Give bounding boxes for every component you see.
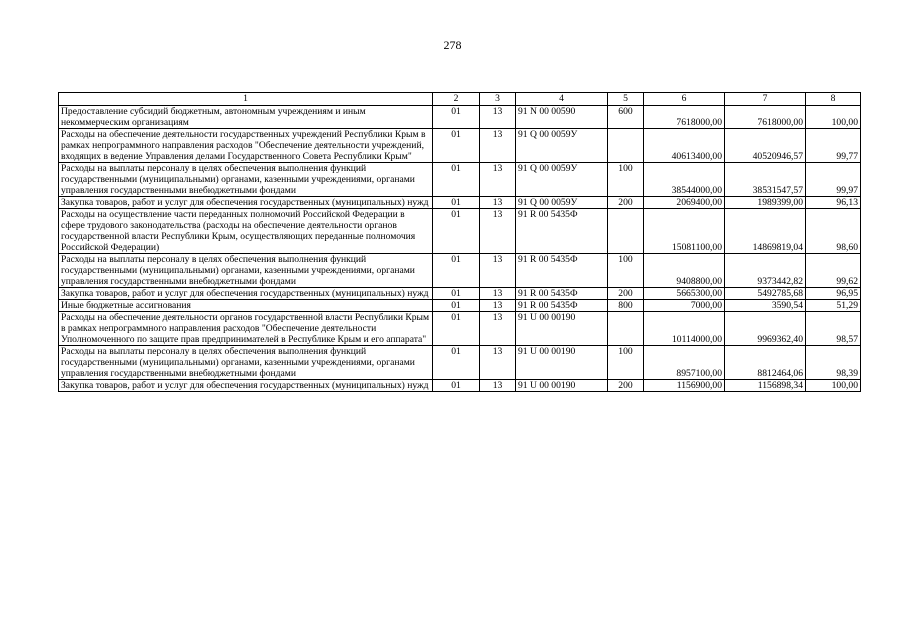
header-cell: 4 [516, 93, 608, 106]
table-row [59, 209, 861, 254]
section-code-cell: 01 [433, 380, 480, 392]
header-cell: 6 [644, 93, 725, 106]
header-cell: 5 [608, 93, 644, 106]
executed-amount-cell: 3590,54 [725, 300, 806, 312]
expense-type-cell: 200 [608, 380, 644, 392]
target-article-cell: 91 Q 00 0059У [516, 163, 608, 197]
planned-amount-cell: 9408800,00 [644, 254, 725, 288]
executed-amount-cell: 1156898,34 [725, 380, 806, 392]
executed-amount-cell: 8812464,06 [725, 346, 806, 380]
execution-percent-cell: 98,57 [806, 312, 861, 346]
section-code-cell: 01 [433, 312, 480, 346]
executed-amount-cell: 7618000,00 [725, 106, 806, 129]
executed-amount-cell: 9969362,40 [725, 312, 806, 346]
executed-amount-cell: 9373442,82 [725, 254, 806, 288]
table-row [59, 346, 861, 380]
execution-percent-cell: 100,00 [806, 380, 861, 392]
table-row [59, 380, 861, 392]
execution-percent-cell: 99,97 [806, 163, 861, 197]
execution-percent-cell: 99,77 [806, 129, 861, 163]
planned-amount-cell: 40613400,00 [644, 129, 725, 163]
planned-amount-cell: 5665300,00 [644, 288, 725, 300]
subsection-code-cell: 13 [480, 197, 516, 209]
planned-amount-cell: 8957100,00 [644, 346, 725, 380]
execution-percent-cell: 98,39 [806, 346, 861, 380]
target-article-cell: 91 U 00 00190 [516, 346, 608, 380]
executed-amount-cell: 1989399,00 [725, 197, 806, 209]
executed-amount-cell: 5492785,68 [725, 288, 806, 300]
expense-type-cell: 200 [608, 197, 644, 209]
expense-name-cell: Закупка товаров, работ и услуг для обеспечения государственных (муниципальных) нужд [59, 380, 433, 392]
target-article-cell: 91 U 00 00190 [516, 380, 608, 392]
table-row [59, 300, 861, 312]
expense-name-cell: Расходы на осуществление части переданных полномочий Российской Федерации в сфере трудового законодательства (расходы на обеспечение деятельности органов государственной власти Республики Крым, осуществляющих переданные полномочия Российской Федерации) [59, 209, 433, 254]
execution-percent-cell: 96,95 [806, 288, 861, 300]
executed-amount-cell: 40520946,57 [725, 129, 806, 163]
execution-percent-cell: 96,13 [806, 197, 861, 209]
expense-type-cell: 100 [608, 254, 644, 288]
executed-amount-cell: 38531547,57 [725, 163, 806, 197]
target-article-cell: 91 R 00 5435Ф [516, 209, 608, 254]
expense-name-cell: Иные бюджетные ассигнования [59, 300, 433, 312]
table-row [59, 197, 861, 209]
expense-name-cell: Расходы на обеспечение деятельности органов государственной власти Республики Крым в рамках непрограммного направления расходов "Обеспечение деятельности Уполномоченного по защите прав предпринимателей в Республике Крым и его аппарата" [59, 312, 433, 346]
expense-name-cell: Предоставление субсидий бюджетным, автономным учреждениям и иным некоммерческим организациям [59, 106, 433, 129]
target-article-cell: 91 R 00 5435Ф [516, 300, 608, 312]
header-cell: 3 [480, 93, 516, 106]
subsection-code-cell: 13 [480, 129, 516, 163]
header-cell: 8 [806, 93, 861, 106]
expense-name-cell: Закупка товаров, работ и услуг для обеспечения государственных (муниципальных) нужд [59, 197, 433, 209]
subsection-code-cell: 13 [480, 106, 516, 129]
execution-percent-cell: 99,62 [806, 254, 861, 288]
table-header-row [59, 93, 861, 106]
expense-name-cell: Расходы на выплаты персоналу в целях обеспечения выполнения функций государственными (муниципальными) органами, казенными учреждениями, органами управления государственными внебюджетными фондами [59, 346, 433, 380]
target-article-cell: 91 R 00 5435Ф [516, 254, 608, 288]
expense-name-cell: Расходы на выплаты персоналу в целях обеспечения выполнения функций государственными (муниципальными) органами, казенными учреждениями, органами управления государственными внебюджетными фондами [59, 163, 433, 197]
table-row [59, 163, 861, 197]
planned-amount-cell: 1156900,00 [644, 380, 725, 392]
subsection-code-cell: 13 [480, 346, 516, 380]
subsection-code-cell: 13 [480, 380, 516, 392]
target-article-cell: 91 U 00 00190 [516, 312, 608, 346]
page-number: 278 [443, 38, 462, 52]
section-code-cell: 01 [433, 300, 480, 312]
planned-amount-cell: 10114000,00 [644, 312, 725, 346]
section-code-cell: 01 [433, 197, 480, 209]
execution-percent-cell: 98,60 [806, 209, 861, 254]
expense-name-cell: Расходы на выплаты персоналу в целях обеспечения выполнения функций государственными (муниципальными) органами, казенными учреждениями, органами управления государственными внебюджетными фондами [59, 254, 433, 288]
expense-type-cell [608, 312, 644, 346]
target-article-cell: 91 R 00 5435Ф [516, 288, 608, 300]
table-row [59, 106, 861, 129]
section-code-cell: 01 [433, 163, 480, 197]
table-row [59, 288, 861, 300]
subsection-code-cell: 13 [480, 163, 516, 197]
header-cell: 2 [433, 93, 480, 106]
section-code-cell: 01 [433, 129, 480, 163]
subsection-code-cell: 13 [480, 209, 516, 254]
section-code-cell: 01 [433, 209, 480, 254]
subsection-code-cell: 13 [480, 288, 516, 300]
table-row [59, 254, 861, 288]
expense-name-cell: Закупка товаров, работ и услуг для обеспечения государственных (муниципальных) нужд [59, 288, 433, 300]
section-code-cell: 01 [433, 346, 480, 380]
expense-type-cell: 100 [608, 163, 644, 197]
expense-name-cell: Расходы на обеспечение деятельности государственных учреждений Республики Крым в рамках непрограммного направления расходов "Обеспечение деятельности учреждений, входящих в ведение Управления делами Государственного Совета Республики Крым" [59, 129, 433, 163]
planned-amount-cell: 15081100,00 [644, 209, 725, 254]
table-row [59, 312, 861, 346]
expense-type-cell: 200 [608, 288, 644, 300]
section-code-cell: 01 [433, 288, 480, 300]
expense-type-cell [608, 129, 644, 163]
expense-type-cell [608, 209, 644, 254]
budget-table [58, 92, 861, 392]
planned-amount-cell: 2069400,00 [644, 197, 725, 209]
header-cell: 7 [725, 93, 806, 106]
subsection-code-cell: 13 [480, 312, 516, 346]
executed-amount-cell: 14869819,04 [725, 209, 806, 254]
execution-percent-cell: 51,29 [806, 300, 861, 312]
header-cell: 1 [59, 93, 433, 106]
target-article-cell: 91 Q 00 0059У [516, 197, 608, 209]
section-code-cell: 01 [433, 106, 480, 129]
planned-amount-cell: 38544000,00 [644, 163, 725, 197]
table-row [59, 129, 861, 163]
section-code-cell: 01 [433, 254, 480, 288]
planned-amount-cell: 7000,00 [644, 300, 725, 312]
expense-type-cell: 800 [608, 300, 644, 312]
expense-type-cell: 100 [608, 346, 644, 380]
subsection-code-cell: 13 [480, 254, 516, 288]
expense-type-cell: 600 [608, 106, 644, 129]
target-article-cell: 91 Q 00 0059У [516, 129, 608, 163]
target-article-cell: 91 N 00 00590 [516, 106, 608, 129]
execution-percent-cell: 100,00 [806, 106, 861, 129]
subsection-code-cell: 13 [480, 300, 516, 312]
planned-amount-cell: 7618000,00 [644, 106, 725, 129]
